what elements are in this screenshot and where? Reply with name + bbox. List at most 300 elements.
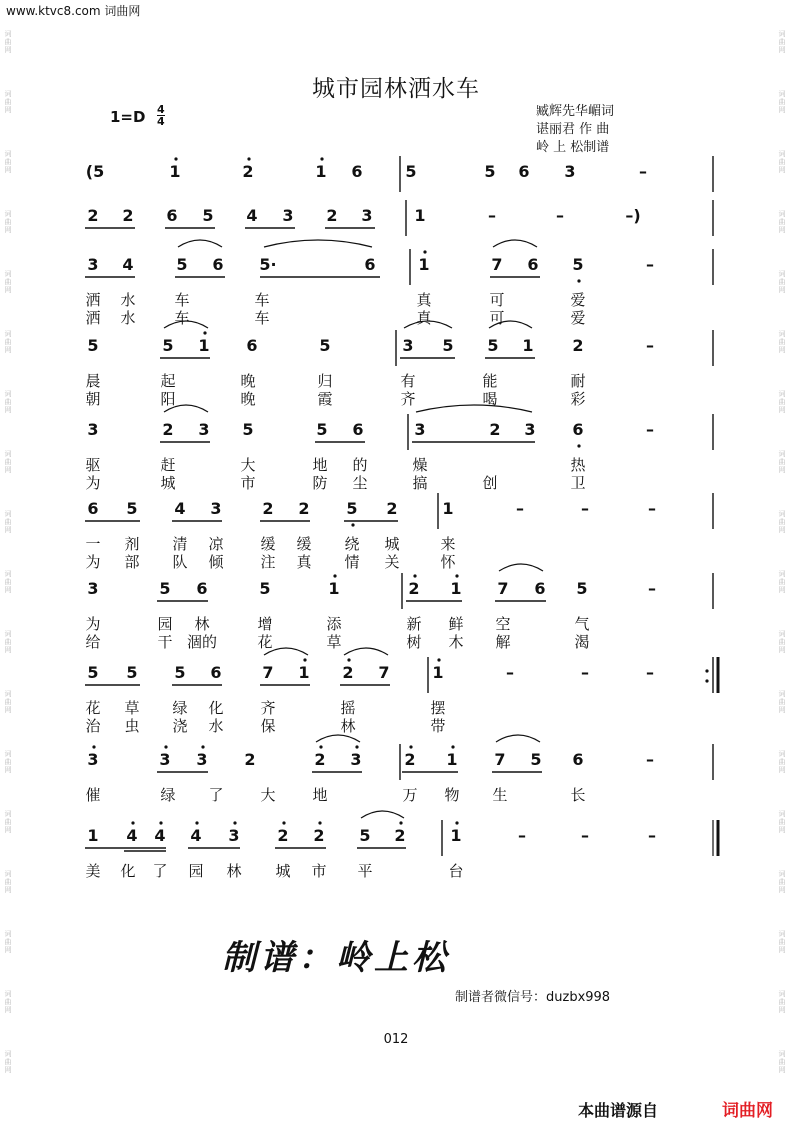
octave-dot-high: [203, 331, 206, 334]
repeat-dot: [705, 679, 708, 682]
watermark-text: 词曲网: [4, 150, 12, 174]
lyric-char: 霞: [317, 390, 333, 408]
lyric-char: 洒: [85, 291, 101, 309]
note: 2: [242, 162, 254, 181]
note: 6: [352, 420, 364, 439]
lyric-char: 为: [85, 474, 101, 492]
arranger-signature: 制谱：岭上松: [222, 938, 450, 978]
lyric-char: 爱: [570, 309, 586, 327]
note: 3: [228, 826, 240, 845]
octave-dot-low: [351, 523, 354, 526]
source-label: 本曲谱源自: [578, 1101, 659, 1120]
note: –: [648, 579, 656, 598]
lyric-char: 车: [174, 309, 190, 327]
note: 5: [530, 750, 542, 769]
note: 5: [405, 162, 417, 181]
note: (5: [85, 162, 105, 181]
note: 5: [487, 336, 499, 355]
note: 5: [202, 206, 214, 225]
octave-dot-high: [318, 821, 321, 824]
note: 1: [450, 826, 462, 845]
note: 3: [159, 750, 171, 769]
lyric-char: 情: [344, 553, 360, 571]
lyric-char: 水: [120, 309, 136, 327]
octave-dot-high: [92, 745, 95, 748]
lyric-char: 绿: [172, 699, 188, 717]
octave-dot-high: [233, 821, 236, 824]
note: 5: [259, 579, 271, 598]
note: 6: [196, 579, 208, 598]
note: 6: [87, 499, 99, 518]
note: –: [488, 206, 496, 225]
octave-dot-high: [333, 574, 336, 577]
note: 6: [527, 255, 539, 274]
lyric-char: 阳: [160, 390, 176, 408]
lyric-char: 防: [312, 474, 328, 492]
note: 5: [316, 420, 328, 439]
lyric-char: 爱: [570, 291, 586, 309]
note: 7: [494, 750, 506, 769]
note: 2: [122, 206, 134, 225]
octave-dot-high: [174, 157, 177, 160]
credit-composer: 谌丽君 作 曲: [536, 122, 610, 137]
note: 1: [298, 663, 310, 682]
note: 6: [572, 750, 584, 769]
lyric-char: 治: [85, 717, 101, 735]
lyric-char: 花: [257, 633, 273, 651]
note: 3: [414, 420, 426, 439]
note: 6: [518, 162, 530, 181]
lyric-char: 赶: [160, 456, 176, 474]
note: 5: [484, 162, 496, 181]
slur: [361, 811, 404, 818]
lyric-char: 关: [384, 553, 400, 571]
lyric-char: 洒: [85, 309, 101, 327]
lyric-char: 车: [174, 291, 190, 309]
lyric-char: 平: [357, 862, 373, 880]
note: 5: [126, 663, 138, 682]
watermark-text: 词曲网: [778, 510, 786, 534]
octave-dot-high: [320, 157, 323, 160]
lyric-char: 大: [240, 456, 256, 474]
octave-dot-high: [164, 745, 167, 748]
octave-dot-high: [399, 821, 402, 824]
note: 3: [350, 750, 362, 769]
octave-dot-high: [247, 157, 250, 160]
note: –: [646, 750, 654, 769]
note: 1: [198, 336, 210, 355]
note: 5: [162, 336, 174, 355]
key-signature: 1=D: [110, 108, 146, 126]
lyric-char: 耐: [570, 372, 586, 390]
lyric-char: 生: [492, 786, 508, 804]
note: 2: [244, 750, 256, 769]
note: 3: [282, 206, 294, 225]
octave-dot-high: [347, 658, 350, 661]
note: 5: [576, 579, 588, 598]
note: 4: [126, 826, 138, 845]
lyric-char: 水: [120, 291, 136, 309]
note: 7: [262, 663, 274, 682]
note: 6: [210, 663, 222, 682]
watermark-text: 词曲网: [4, 390, 12, 414]
slur: [416, 405, 532, 412]
note: 5: [319, 336, 331, 355]
octave-dot-low: [577, 279, 580, 282]
lyric-char: 归: [317, 372, 333, 390]
lyric-char: 晨: [85, 372, 101, 390]
lyric-char: 保: [260, 717, 276, 735]
note: 7: [378, 663, 390, 682]
lyric-char: 鲜: [448, 615, 464, 633]
note: 4: [246, 206, 258, 225]
note: 2: [386, 499, 398, 518]
note: 3: [87, 420, 99, 439]
lyric-char: 真: [416, 291, 432, 309]
note: 1: [87, 826, 99, 845]
note: 5: [176, 255, 188, 274]
watermark-text: 词曲网: [778, 270, 786, 294]
watermark-text: 词曲网: [4, 1050, 12, 1074]
slur: [264, 240, 372, 247]
note: 1: [328, 579, 340, 598]
lyric-char: 绿: [160, 786, 176, 804]
lyric-char: 给: [85, 633, 101, 651]
watermark-text: 词曲网: [778, 330, 786, 354]
lyric-char: 城: [384, 535, 400, 553]
lyric-char: 园: [157, 615, 173, 633]
note: 2: [298, 499, 310, 518]
watermark-text: 词曲网: [778, 750, 786, 774]
watermark-text: 词曲网: [4, 30, 12, 54]
lyric-char: 齐: [260, 699, 276, 717]
lyric-char: 木: [448, 633, 464, 651]
octave-dot-high: [303, 658, 306, 661]
lyric-char: 注: [260, 553, 276, 571]
note: 3: [361, 206, 373, 225]
watermark-text: 词曲网: [778, 810, 786, 834]
note: 6: [246, 336, 258, 355]
lyric-char: 缓: [296, 535, 312, 553]
octave-dot-high: [282, 821, 285, 824]
note: 3: [524, 420, 536, 439]
watermark-text: 词曲网: [4, 570, 12, 594]
meter-bottom: 4: [157, 115, 165, 128]
note: –: [646, 255, 654, 274]
note: 2: [394, 826, 406, 845]
note: 6: [572, 420, 584, 439]
lyric-char: 林: [194, 615, 210, 633]
lyric-char: 浇: [172, 717, 188, 735]
lyric-char: 大: [260, 786, 276, 804]
watermark-text: 词曲网: [4, 270, 12, 294]
lyric-char: 园: [188, 862, 204, 880]
watermark-text: 词曲网: [778, 630, 786, 654]
note: 2: [342, 663, 354, 682]
note: 6: [534, 579, 546, 598]
note: 7: [497, 579, 509, 598]
lyric-char: 队: [172, 553, 188, 571]
octave-dot-high: [409, 745, 412, 748]
note: 2: [408, 579, 420, 598]
note: 2: [262, 499, 274, 518]
note: 5: [126, 499, 138, 518]
lyric-char: 倾: [208, 553, 224, 571]
note: 3: [196, 750, 208, 769]
note: 5: [442, 336, 454, 355]
note: 1: [446, 750, 458, 769]
watermark-text: 词曲网: [4, 510, 12, 534]
note: 7: [491, 255, 503, 274]
watermark-text: 词曲网: [4, 750, 12, 774]
note: 5: [174, 663, 186, 682]
note: 3: [402, 336, 414, 355]
slur: [178, 240, 222, 247]
note: 4: [190, 826, 202, 845]
note: 1: [418, 255, 430, 274]
lyric-char: 一: [85, 535, 101, 553]
lyric-char: 渴: [574, 633, 590, 651]
slur: [344, 648, 388, 655]
note: 5: [242, 420, 254, 439]
lyric-char: 燥: [412, 456, 428, 474]
lyric-char: 了: [208, 786, 224, 804]
lyric-char: 晚: [240, 390, 256, 408]
watermark-text: 词曲网: [4, 930, 12, 954]
note: 5: [159, 579, 171, 598]
lyric-char: 美: [85, 862, 101, 880]
site-url[interactable]: www.ktvc8.com 词曲网: [6, 4, 141, 18]
lyric-char: 树: [406, 633, 422, 651]
note: 2: [404, 750, 416, 769]
lyric-char: 地: [312, 456, 328, 474]
note: –: [639, 162, 647, 181]
lyric-char: 增: [257, 615, 273, 633]
note: –: [581, 663, 589, 682]
credit-lyricist: 臧辉先华嵋词: [536, 104, 615, 119]
note: 3: [87, 750, 99, 769]
song-title: 城市园林洒水车: [312, 76, 480, 102]
octave-dot-high: [355, 745, 358, 748]
watermark-text: 词曲网: [778, 150, 786, 174]
watermark-text: 词曲网: [778, 870, 786, 894]
note: –: [516, 499, 524, 518]
note: –: [648, 826, 656, 845]
lyric-char: 清: [172, 535, 188, 553]
lyric-char: 剂: [124, 535, 140, 553]
meter-top: 4: [157, 103, 165, 116]
watermark-text: 词曲网: [778, 690, 786, 714]
note: 3: [210, 499, 222, 518]
lyric-char: 摇: [340, 699, 356, 717]
note: 4: [174, 499, 186, 518]
note: 2: [162, 420, 174, 439]
note: 5: [87, 336, 99, 355]
lyric-char: 缓: [260, 535, 276, 553]
lyric-char: 能: [482, 372, 498, 390]
lyric-char: 彩: [570, 390, 586, 408]
lyric-char: 林: [340, 717, 356, 735]
lyric-char: 添: [326, 615, 342, 633]
note: 3: [87, 255, 99, 274]
lyric-char: 绕: [344, 535, 360, 553]
watermark-text: 词曲网: [778, 990, 786, 1014]
watermark-text: 词曲网: [778, 390, 786, 414]
lyric-char: 物: [444, 786, 460, 804]
note: –: [581, 499, 589, 518]
note: 2: [277, 826, 289, 845]
lyric-char: 真: [296, 553, 312, 571]
watermark-text: 词曲网: [4, 450, 12, 474]
lyric-char: 带: [430, 717, 446, 735]
octave-dot-high: [131, 821, 134, 824]
note: –: [646, 663, 654, 682]
lyric-char: 喝: [482, 390, 498, 408]
brand-link[interactable]: 词曲网: [722, 1101, 773, 1121]
lyric-char: 虫: [124, 717, 140, 735]
watermark-text: 词曲网: [778, 90, 786, 114]
note: 2: [87, 206, 99, 225]
note: 1: [442, 499, 454, 518]
lyric-char: 花: [85, 699, 101, 717]
slur: [496, 735, 540, 742]
credit-arranger: 岭 上 松制谱: [536, 140, 610, 155]
note: 5: [359, 826, 371, 845]
note: –: [581, 826, 589, 845]
octave-dot-high: [159, 821, 162, 824]
watermark-text: 词曲网: [4, 810, 12, 834]
note: 5: [87, 663, 99, 682]
note: 2: [313, 826, 325, 845]
watermark-text: 词曲网: [778, 210, 786, 234]
lyric-char: 的: [352, 456, 368, 474]
note: 4: [154, 826, 166, 845]
octave-dot-low: [577, 444, 580, 447]
watermark-text: 词曲网: [4, 210, 12, 234]
octave-dot-high: [201, 745, 204, 748]
lyric-char: 热: [570, 456, 586, 474]
slur: [493, 240, 537, 247]
lyric-char: 车: [254, 291, 270, 309]
lyric-char: 草: [326, 633, 342, 651]
watermark-text: 词曲网: [4, 870, 12, 894]
repeat-dot: [705, 669, 708, 672]
note: –: [556, 206, 564, 225]
lyric-char: 部: [124, 553, 140, 571]
watermark-text: 词曲网: [4, 630, 12, 654]
slur: [499, 564, 543, 571]
lyric-char: 空: [495, 615, 511, 633]
note: –: [648, 499, 656, 518]
lyric-char: 新: [406, 615, 422, 633]
note: 5: [572, 255, 584, 274]
note: –: [646, 420, 654, 439]
lyric-char: 化: [120, 862, 136, 880]
note: 4: [122, 255, 134, 274]
lyric-char: 来: [440, 535, 456, 553]
lyric-char: 城: [275, 862, 291, 880]
note: 3: [87, 579, 99, 598]
note: 2: [572, 336, 584, 355]
note: 5·: [259, 255, 277, 274]
lyric-char: 长: [570, 786, 586, 804]
note: 6: [351, 162, 363, 181]
lyric-char: 怀: [440, 553, 456, 571]
note: 1: [432, 663, 444, 682]
watermark-text: 词曲网: [4, 330, 12, 354]
note: 1: [169, 162, 181, 181]
lyric-char: 涸的: [186, 633, 218, 651]
octave-dot-high: [195, 821, 198, 824]
lyric-char: 化: [208, 699, 224, 717]
watermark-text: 词曲网: [4, 690, 12, 714]
lyric-char: 车: [254, 309, 270, 327]
lyric-char: 市: [311, 862, 327, 880]
lyric-char: 摆: [430, 699, 446, 717]
watermark-text: 词曲网: [4, 990, 12, 1014]
lyric-char: 水: [208, 717, 224, 735]
watermark-text: 词曲网: [4, 90, 12, 114]
lyric-char: 创: [482, 474, 498, 492]
lyric-char: 驱: [85, 456, 101, 474]
note: 2: [314, 750, 326, 769]
note: 6: [166, 206, 178, 225]
lyric-char: 为: [85, 553, 101, 571]
lyric-char: 地: [312, 786, 328, 804]
octave-dot-high: [413, 574, 416, 577]
watermark-text: 词曲网: [778, 1050, 786, 1074]
lyric-char: 为: [85, 615, 101, 633]
note: –: [506, 663, 514, 682]
note: 2: [326, 206, 338, 225]
lyric-char: 万: [402, 786, 418, 804]
wechat-id: 制谱者微信号：duzbx998: [455, 990, 611, 1005]
lyric-char: 朝: [85, 390, 101, 408]
note: 3: [198, 420, 210, 439]
lyric-char: 城: [160, 474, 176, 492]
lyric-char: 尘: [352, 474, 368, 492]
lyric-char: 有: [400, 372, 416, 390]
octave-dot-high: [319, 745, 322, 748]
lyric-char: 搞: [412, 474, 428, 492]
lyric-char: 气: [574, 615, 590, 633]
lyric-char: 凉: [208, 535, 224, 553]
octave-dot-high: [455, 574, 458, 577]
lyric-char: 齐: [400, 390, 416, 408]
lyric-char: 晚: [240, 372, 256, 390]
lyric-char: 起: [160, 372, 176, 390]
note: 3: [564, 162, 576, 181]
note: –: [646, 336, 654, 355]
watermark-text: 词曲网: [778, 450, 786, 474]
note: –: [518, 826, 526, 845]
octave-dot-high: [437, 658, 440, 661]
lyric-char: 市: [240, 474, 256, 492]
lyric-char: 催: [85, 786, 101, 804]
note: 1: [315, 162, 327, 181]
lyric-char: 解: [495, 633, 511, 651]
octave-dot-high: [423, 250, 426, 253]
lyric-char: 真: [416, 309, 432, 327]
note: 1: [450, 579, 462, 598]
note: 6: [212, 255, 224, 274]
lyric-char: 了: [152, 862, 168, 880]
lyric-char: 可: [489, 291, 505, 309]
octave-dot-high: [455, 821, 458, 824]
note: –): [625, 206, 641, 225]
note: 1: [522, 336, 534, 355]
lyric-char: 卫: [570, 474, 586, 492]
